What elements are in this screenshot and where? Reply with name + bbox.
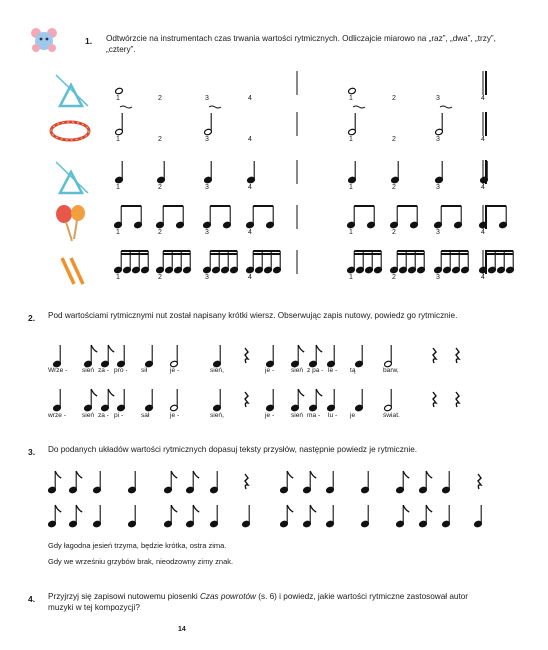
count-label: 3	[205, 274, 209, 281]
lyric-syllable: je -	[265, 412, 275, 419]
exercise-3-number: 3.	[28, 447, 36, 457]
lyric-syllable: sień	[291, 412, 304, 419]
exercise-2-text: Pod wartościami rytmicznymi nut został napisany krótki wiersz. Obserwując zapis nutowy, powiedz go rytmicznie.	[48, 311, 458, 320]
count-label: 4	[248, 229, 252, 236]
eighth-note	[48, 505, 61, 528]
lyric-syllable: wrze -	[48, 412, 66, 419]
exercise-4-number: 4.	[28, 594, 36, 604]
lyric-syllable: sał	[141, 412, 150, 419]
lyric-syllable: sień	[291, 367, 304, 374]
lyric-syllable: sił	[141, 367, 148, 374]
count-label: 4	[481, 136, 485, 143]
count-label: 3	[205, 229, 209, 236]
exercise-2-number: 2.	[28, 313, 36, 323]
eighth-note	[303, 505, 316, 528]
count-label: 4	[481, 229, 485, 236]
lyric-syllable: pro -	[114, 367, 128, 374]
lyric-syllable: za -	[98, 367, 109, 374]
count-label: 1	[116, 136, 120, 143]
lyric-syllable: świat.	[383, 412, 400, 419]
lyric-syllable: sień	[82, 367, 95, 374]
count-label: 1	[349, 95, 353, 102]
lyric-syllable: je	[350, 412, 356, 419]
count-label: 2	[158, 229, 162, 236]
count-label: 4	[248, 184, 252, 191]
count-label: 2	[158, 95, 162, 102]
page-number: 14	[178, 626, 186, 633]
lyric-syllable: pi -	[114, 412, 124, 419]
count-label: 1	[349, 274, 353, 281]
count-label: 1	[116, 95, 120, 102]
quarter-note	[242, 505, 251, 528]
quarter-note	[93, 505, 102, 528]
lyric-syllable: je -	[265, 367, 275, 374]
lyric-syllable: z pa -	[307, 367, 324, 374]
count-label: 3	[436, 95, 440, 102]
count-label: 2	[158, 274, 162, 281]
count-label: 2	[392, 274, 396, 281]
count-label: 3	[205, 184, 209, 191]
count-label: 2	[392, 184, 396, 191]
quarter-note	[361, 505, 370, 528]
lyric-syllable: Wrze -	[48, 367, 68, 374]
count-label: 3	[205, 136, 209, 143]
proverb-2: Gdy we wrześniu grzybów brak, nieodzowny zimy znak.	[48, 557, 234, 566]
count-label: 1	[349, 184, 353, 191]
exercise-1-number: 1.	[85, 36, 93, 46]
lyric-syllable: za -	[98, 412, 109, 419]
quarter-note	[210, 505, 219, 528]
count-label: 1	[349, 229, 353, 236]
count-label: 2	[392, 136, 396, 143]
lyric-syllable: lu -	[328, 412, 338, 419]
exercise-3-text: Do podanych układów wartości rytmicznych dopasuj teksty przysłów, następnie powiedz je rytmicznie.	[48, 445, 418, 454]
count-label: 1	[116, 184, 120, 191]
lyric-syllable: tą	[350, 367, 356, 374]
lyric-syllable: sień,	[210, 367, 224, 374]
count-label: 4	[481, 95, 485, 102]
quarter-note	[326, 505, 335, 528]
eighth-note	[164, 505, 177, 528]
lyric-syllable: sień,	[210, 412, 224, 419]
lyric-syllable: ma -	[307, 412, 321, 419]
eighth-note	[280, 505, 293, 528]
count-label: 3	[436, 136, 440, 143]
count-label: 3	[436, 229, 440, 236]
count-label: 4	[481, 184, 485, 191]
eighth-note	[419, 505, 432, 528]
eighth-note	[396, 505, 409, 528]
lyric-syllable: barw,	[383, 367, 399, 374]
count-label: 4	[248, 274, 252, 281]
proverb-1: Gdy łagodna jesień trzyma, będzie krótka, ostra zima.	[48, 541, 227, 550]
count-label: 1	[116, 229, 120, 236]
count-label: 4	[248, 95, 252, 102]
count-label: 3	[436, 274, 440, 281]
count-label: 1	[349, 136, 353, 143]
count-label: 4	[481, 274, 485, 281]
exercise-1-text: Odtwórzcie na instrumentach czas trwania wartości rytmicznych. Odliczajcie miarowo na „raz”, „dwa”, „trzy”, „cztery”.	[106, 34, 496, 54]
quarter-note	[128, 505, 137, 528]
lyric-syllable: je -	[170, 367, 180, 374]
lyric-syllable: sień	[82, 412, 95, 419]
quarter-note	[474, 505, 483, 528]
count-label: 3	[436, 184, 440, 191]
quarter-note	[442, 505, 451, 528]
count-label: 3	[205, 95, 209, 102]
count-label: 2	[158, 136, 162, 143]
eighth-note	[186, 505, 199, 528]
lyric-syllable: je -	[170, 412, 180, 419]
lyric-syllable: le -	[328, 367, 338, 374]
count-label: 2	[392, 95, 396, 102]
count-label: 2	[158, 184, 162, 191]
count-label: 1	[116, 274, 120, 281]
eighth-note	[69, 505, 82, 528]
count-label: 2	[392, 229, 396, 236]
count-label: 4	[248, 136, 252, 143]
exercise-4-text: Przyjrzyj się zapisowi nutowemu piosenki Czas powrotów (s. 6) i powiedz, jakie wartości rytmiczne zastosował autor muzyki w tej kompozycji?	[48, 592, 469, 612]
